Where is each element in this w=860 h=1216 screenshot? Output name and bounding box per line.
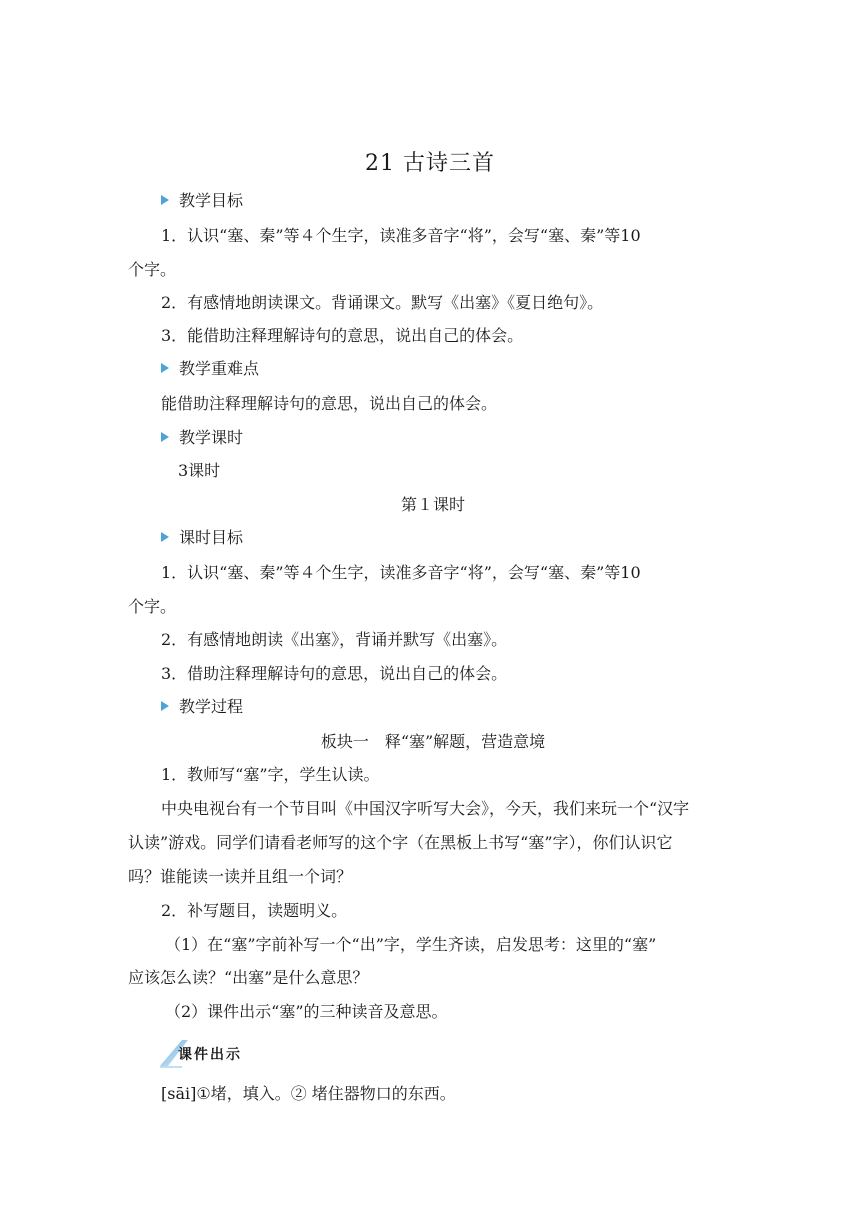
goal-item-3: 3．能借助注释理解诗句的意思，说出自己的体会。 bbox=[161, 326, 524, 345]
page-title: 21 古诗三首 bbox=[365, 151, 495, 176]
process-step-1: 1．教师写“塞”字，学生认读。 bbox=[161, 765, 380, 784]
goal-item-1b: 个字。 bbox=[128, 260, 177, 279]
triangle-bullet-icon bbox=[161, 432, 169, 442]
process-para-1c: 吗？谁能读一读并且组一个词？ bbox=[128, 867, 353, 886]
pinyin-definition-line: [sāi]①堵，填入。② 堵住器物口的东西。 bbox=[161, 1084, 456, 1103]
process-para-1a: 中央电视台有一个节目叫《中国汉字听写大会》，今天，我们来玩一个“汉字 bbox=[161, 799, 690, 818]
goal-item-2: 2．有感情地朗读课文。背诵课文。默写《出塞》《夏日绝句》。 bbox=[161, 293, 604, 312]
lesson-heading: 第１课时 bbox=[400, 495, 465, 514]
lesson-goal-item-1b: 个字。 bbox=[128, 597, 177, 616]
hours-text: 3课时 bbox=[178, 461, 221, 480]
lesson-goal-item-3: 3．借助注释理解诗句的意思，说出自己的体会。 bbox=[161, 664, 508, 683]
process-sub-1a: （1）在“塞”字前补写一个“出”字，学生齐读，启发思考：这里的“塞” bbox=[165, 935, 657, 954]
triangle-bullet-icon bbox=[161, 195, 169, 205]
section-lesson-goals bbox=[161, 520, 243, 556]
section-label: 课时目标 bbox=[179, 528, 244, 547]
process-para-1b: 认读”游戏。同学们请看老师写的这个字（在黑板上书写“塞”字），你们认识它 bbox=[128, 833, 673, 852]
section-teaching-hours bbox=[161, 420, 243, 456]
courseware-badge bbox=[160, 1040, 280, 1068]
section-label: 教学重难点 bbox=[179, 359, 260, 378]
section-label: 教学过程 bbox=[179, 697, 244, 716]
key-points-text: 能借助注释理解诗句的意思，说出自己的体会。 bbox=[161, 394, 498, 413]
goal-item-1a: 1．认识“塞、秦”等４个生字，读准多音字“将”，会写“塞、秦”等10 bbox=[161, 226, 641, 245]
lesson-goal-item-2: 2．有感情地朗读《出塞》，背诵并默写《出塞》。 bbox=[161, 630, 508, 649]
triangle-bullet-icon bbox=[161, 363, 169, 373]
triangle-bullet-icon bbox=[161, 701, 169, 711]
block-heading: 板块一 释“塞”解题，营造意境 bbox=[320, 732, 546, 751]
courseware-label: 课件出示 bbox=[178, 1047, 242, 1063]
section-teaching-process bbox=[161, 689, 243, 725]
section-label: 教学课时 bbox=[179, 428, 244, 447]
process-sub-1b: 应该怎么读？“出塞”是什么意思？ bbox=[128, 968, 369, 987]
process-sub-2: （2）课件出示“塞”的三种读音及意思。 bbox=[165, 1002, 448, 1021]
section-teaching-goals bbox=[161, 183, 243, 219]
process-step-2: 2．补写题目，读题明义。 bbox=[161, 901, 348, 920]
lesson-goal-item-1a: 1．认识“塞、秦”等４个生字，读准多音字“将”，会写“塞、秦”等10 bbox=[161, 563, 641, 582]
section-label: 教学目标 bbox=[179, 191, 244, 210]
triangle-bullet-icon bbox=[161, 532, 169, 542]
section-key-points bbox=[161, 351, 259, 387]
